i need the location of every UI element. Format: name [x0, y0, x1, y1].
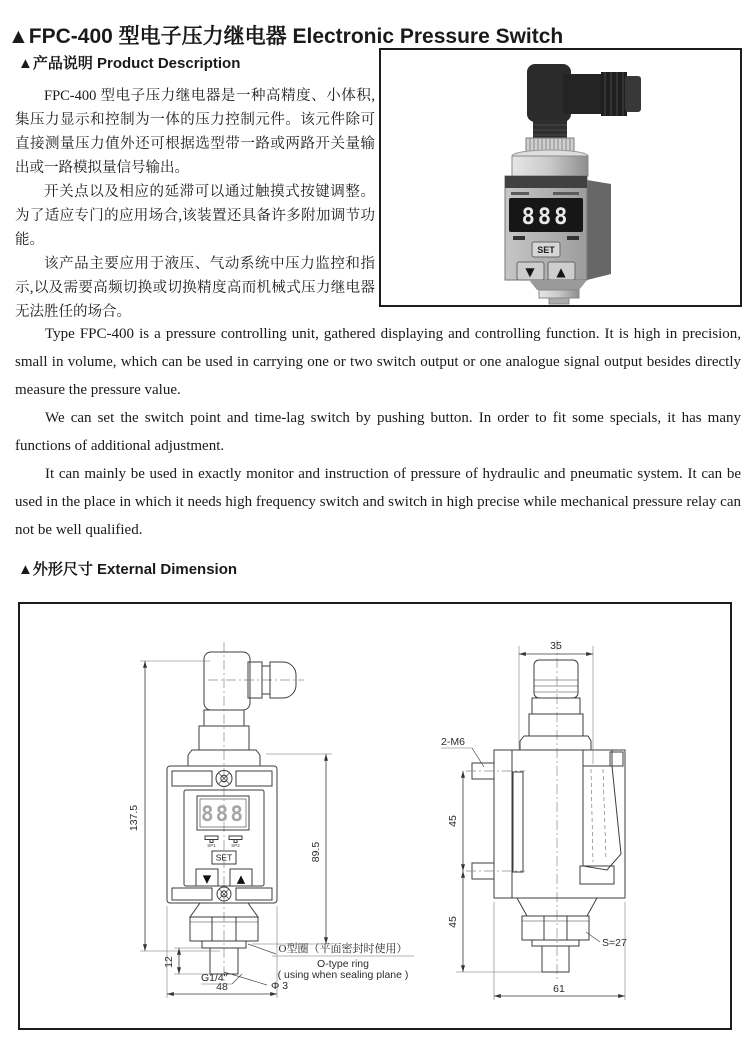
photo-down-arrow-icon: ▼: [525, 265, 535, 279]
front-sp2-label: SP2: [231, 843, 240, 848]
oring-label-cn: O型圈（平面密封时使用）: [278, 943, 408, 955]
front-elbow-connector: [204, 652, 250, 710]
en-paragraph-1: Type FPC-400 is a pressure controlling unit, gathered displaying and controlling function. It is high in precision, small in volume, which can be used in carrying one or two switch output or one analogue signal output besides directly measure the pressure value.: [15, 326, 741, 398]
product-description-heading: ▲产品说明 Product Description: [18, 55, 241, 72]
page-title: ▲FPC-400 型电子压力继电器 Electronic Pressure Switch: [8, 25, 564, 49]
dim-bottom-width: 61: [553, 983, 565, 995]
oring-label-en2: ( using when sealing plane ): [277, 969, 409, 981]
hex-size-label: S=27: [602, 937, 627, 949]
en-paragraph-2: We can set the switch point and time-lag switch by pushing button. In order to fit some specials, it has many functions of additional adjustment.: [15, 410, 741, 454]
dim-body-height: 89.5: [310, 841, 322, 863]
english-description: [15, 320, 741, 544]
photo-device: [505, 64, 641, 304]
side-hex-nut: [522, 916, 589, 940]
photo-thread-stub: [549, 298, 569, 304]
dim-stud-to-tip: 45: [447, 916, 459, 928]
side-cap-plate: [520, 736, 591, 750]
dimension-drawing: [20, 604, 730, 1028]
front-view-dimensions: [128, 661, 414, 998]
photo-connector-arm: [563, 74, 607, 114]
photo-set-label: SET: [537, 245, 555, 255]
photo-body-side: [587, 180, 611, 280]
thread-label: G1/4": [201, 972, 228, 984]
dim-top-width: 35: [550, 640, 562, 652]
front-display-digits: 888: [201, 802, 245, 826]
en-paragraph-3: It can mainly be used in exactly monitor and instruction of pressure of hydraulic and pneumatic system. It can be used in the place in which it needs high frequency switch and switch in high precise while mechanical pressure relay can not be well qualified.: [15, 466, 741, 538]
side-knurled-ring: [529, 714, 583, 736]
external-dimension-heading: ▲外形尺寸 External Dimension: [18, 561, 238, 578]
photo-brand-mark: [511, 192, 529, 195]
side-thread-stub: [542, 946, 569, 972]
photo-model-mark: [553, 192, 579, 195]
front-view-device: [167, 642, 304, 982]
phi-label: Φ 3: [271, 980, 289, 992]
dim-stub-height: 12: [163, 956, 175, 968]
photo-indicator-sp1: [513, 236, 525, 240]
photo-flange: [512, 156, 588, 176]
side-view-device: [466, 640, 625, 982]
product-photo: [381, 50, 740, 305]
photo-indicator-sp2: [567, 236, 579, 240]
photo-top-band: [505, 176, 587, 188]
front-down-arrow-icon: ▼: [202, 872, 212, 886]
dim-total-height: 137.5: [128, 804, 140, 832]
front-sp1-label: SP1: [207, 843, 216, 848]
photo-display-digits: 888: [521, 205, 571, 230]
photo-neck: [529, 280, 587, 290]
dimension-drawing-frame: [18, 602, 732, 1030]
cn-paragraph-3: 该产品主要应用于液压、气动系统中压力监控和指示,以及需要高频切换或切换精度高而机械式压力继电器无法胜任的场合。: [15, 256, 375, 320]
photo-hex-fitting: [539, 290, 579, 298]
front-up-arrow-icon: ▲: [236, 872, 246, 886]
chinese-description: [15, 84, 375, 324]
front-set-label: SET: [215, 852, 233, 863]
side-ribbed-ring: [532, 698, 580, 714]
product-photo-frame: [379, 48, 742, 307]
oring-label-en1: O-type ring: [317, 958, 369, 970]
bolt-label: 2-M6: [441, 736, 465, 748]
side-flap: [583, 766, 621, 870]
photo-gland-cap: [625, 76, 641, 112]
cn-paragraph-2: 开关点以及相应的延滞可以通过触摸式按键调整。为了适应专门的应用场合,该装置还具备许多附加调节功能。: [15, 184, 375, 248]
photo-up-arrow-icon: ▲: [556, 265, 566, 279]
dim-width: 48: [216, 981, 228, 993]
dim-stud-spacing: 45: [447, 815, 459, 827]
cn-paragraph-1: FPC-400 型电子压力继电器是一种高精度、小体积,集压力显示和控制为一体的压力控制元件。该元件除可直接测量压力值外还可根据选型带一路或两路开关量输出或一路模拟量信号输出。: [15, 88, 375, 176]
